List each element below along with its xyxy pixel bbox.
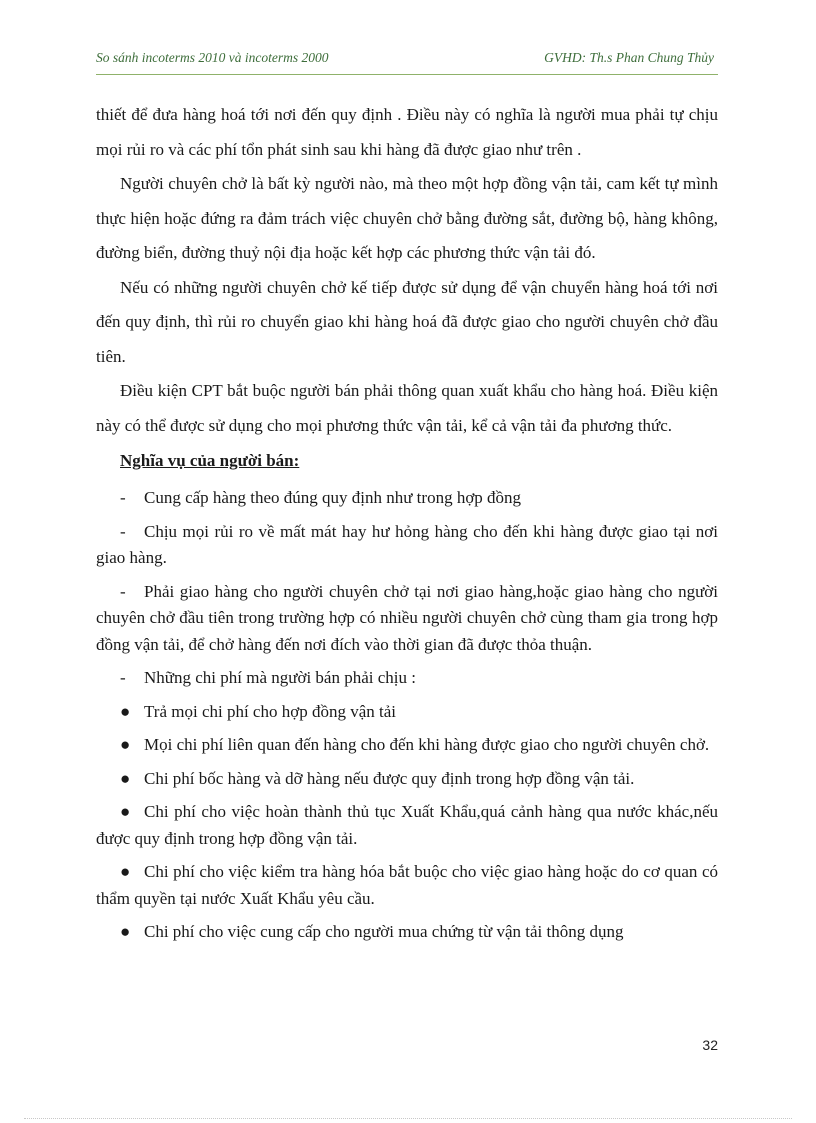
bullet-icon: ●	[120, 768, 131, 788]
list-item-text: Cung cấp hàng theo đúng quy định như trong hợp đồng	[144, 488, 522, 507]
dash-marker: -	[120, 581, 126, 601]
page-bottom-divider	[24, 1118, 792, 1119]
list-item	[96, 519, 718, 572]
bullet-icon: ●	[120, 922, 131, 941]
list-item	[96, 665, 718, 692]
dash-marker: -	[120, 488, 126, 507]
list-item	[96, 919, 718, 946]
list-item-text: Chi phí cho việc kiểm tra hàng hóa bắt buộc cho việc giao hàng hoặc do cơ quan có thẩm quyền tại nước Xuất Khẩu yêu cầu.	[96, 862, 718, 908]
list-item	[96, 799, 718, 852]
bullet-icon: ●	[120, 802, 131, 821]
list-item-text: Mọi chi phí liên quan đến hàng cho đến khi hàng được giao cho người chuyên chở.	[144, 735, 710, 754]
dash-list	[96, 485, 718, 692]
header-divider	[96, 74, 718, 75]
dash-marker: -	[120, 668, 126, 687]
list-item	[96, 485, 718, 512]
paragraph-cpt-condition: Điều kiện CPT bắt buộc người bán phải thông quan xuất khẩu cho hàng hoá. Điều kiện này có thể được sử dụng cho mọi phương thức vận tải, kể cả vận tải đa phương thức.	[96, 381, 718, 435]
list-item	[96, 859, 718, 912]
bullet-list	[96, 699, 718, 946]
paragraph-successive-carriers: Nếu có những người chuyên chở kế tiếp được sử dụng để vận chuyển hàng hoá tới nơi đến quy định, thì rủi ro chuyển giao khi hàng hoá đã được giao cho người chuyên chở đầu tiên.	[96, 277, 718, 366]
dash-marker: -	[120, 521, 126, 541]
paragraph-continuation: thiết để đưa hàng hoá tới nơi đến quy định . Điều này có nghĩa là người mua phải tự chịu mọi rủi ro và các phí tổn phát sinh sau khi hàng đã được giao như trên .	[96, 105, 718, 159]
list-item	[96, 766, 718, 793]
bullet-icon: ●	[120, 735, 131, 754]
page-header	[96, 50, 716, 72]
list-item-text: Chi phí cho việc hoàn thành thủ tục Xuất Khẩu,quá cảnh hàng qua nước khác,nếu được quy định trong hợp đồng vận tải.	[96, 802, 718, 848]
list-item	[96, 732, 718, 759]
supervisor-label: GVHD: Th.s Phan Chung Thủy	[544, 50, 714, 65]
page-number: 32	[702, 1037, 718, 1053]
list-item-text: Phải giao hàng cho người chuyên chở tại nơi giao hàng,hoặc giao hàng cho người chuyên chở đầu tiên trong trường hợp có nhiều người chuyên chở cùng tham gia trong hợp đồng vận tải, để chở hàng đến nơi đích vào thời gian đã được thỏa thuận.	[96, 581, 718, 654]
seller-obligations-heading: Nghĩa vụ của người bán:	[120, 451, 300, 470]
list-item-text: Chịu mọi rủi ro về mất mát hay hư hỏng hàng cho đến khi hàng được giao tại nơi giao hàng.	[96, 521, 718, 567]
list-item-text: Chi phí bốc hàng và dỡ hàng nếu được quy định trong hợp đồng vận tải.	[144, 768, 635, 788]
list-item-text: Chi phí cho việc cung cấp cho người mua chứng từ vận tải thông dụng	[144, 922, 624, 941]
list-item-text: Những chi phí mà người bán phải chịu :	[144, 668, 416, 687]
bullet-icon: ●	[120, 701, 131, 721]
page-body	[96, 98, 718, 953]
list-item-text: Trả mọi chi phí cho hợp đồng vận tải	[144, 701, 397, 721]
paragraph-carrier-definition: Người chuyên chở là bất kỳ người nào, mà theo một hợp đồng vận tải, cam kết tự mình thực hiện hoặc đứng ra đảm trách việc chuyên chở bằng đường sắt, đường bộ, hàng không, đường biển, đường thuỷ nội địa hoặc kết hợp các phương thức vận tải đó.	[96, 174, 718, 262]
list-item	[96, 579, 718, 659]
list-item	[96, 699, 718, 726]
document-title: So sánh incoterms 2010 và incoterms 2000	[96, 50, 329, 65]
bullet-icon: ●	[120, 862, 131, 881]
